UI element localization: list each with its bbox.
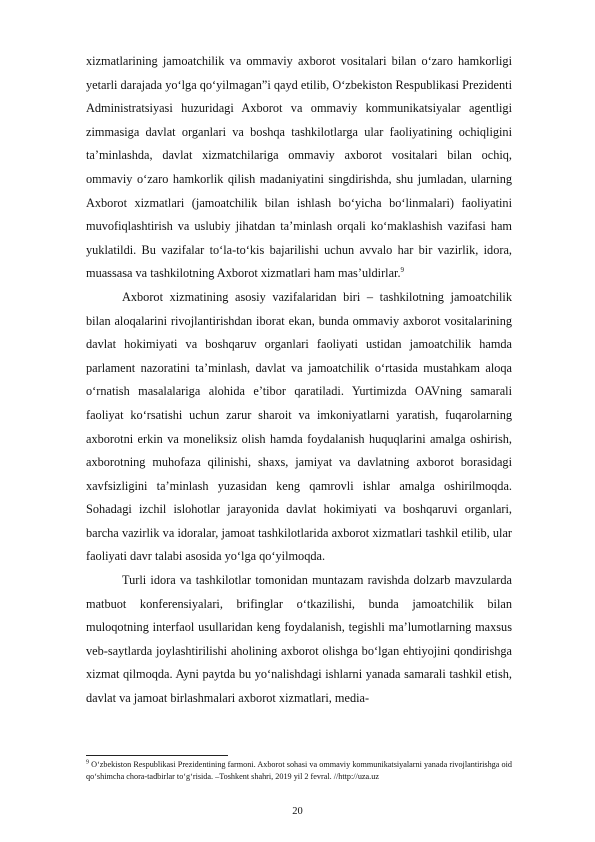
footnote [86,759,512,783]
page-body [86,50,512,711]
paragraph-3: Turli idora va tashkilotlar tomonidan muntazam ravishda dolzarb mavzularda matbuot konferensiyalari, brifinglar o‘tkazilishi, bunda jamoatchilik bilan muloqotning interfaol usullaridan keng foydalanish, tegishli ma’lumotlarning maxsus veb-saytlarda joylashtirilishi aholining axborot olishga bo‘lgan ehtiyojini qondirishga xizmat qilmoqda. Ayni paytda bu yo‘nalishdagi ishlarni yanada samarali tashkil etish, davlat va jamoat birlashmalari axborot xizmatlari, media- [86,573,512,706]
page-number: 20 [292,806,303,817]
paragraph-1-text: xizmatlarining jamoatchilik va ommaviy axborot vositalari bilan o‘zaro hamkorligi yetarli darajada yo‘lga qo‘yilmagan”i qayd etilib, O‘zbekiston Respublikasi Prezidenti Administratsiyasi huzuridagi Axborot va ommaviy kommunikatsiyalar agentligi zimmasiga davlat organlari va boshqa tashkilotlarga ular faoliyatining ochiqligini ta’minlashda, davlat xizmatchilariga ommaviy axborot vositalari bilan ochiq, ommaviy o‘zaro hamkorlik qilish madaniyatini singdirishda, shu jumladan, ularning Axborot xizmatlari (jamoatchilik bilan ishlash bo‘yicha bo‘linmalari) faoliyatini muvofiqlashtirish va uslubiy jihatdan ta’minlash orqali ko‘maklashish vazifasi ham yuklatildi. Bu vazifalar to‘la-to‘kis bajarilishi uchun avvalo har bir vazirlik, idora, muassasa va tashkilotning Axborot xizmatlari ham mas’uldirlar. [86,54,512,281]
footnote-reference[interactable]: 9 [400,266,405,275]
paragraph-2: Axborot xizmatining asosiy vazifalaridan biri – tashkilotning jamoatchilik bilan aloqalarini rivojlantirishdan iborat ekan, bunda ommaviy axborot vositalarining davlat hokimiyati va boshqaruv organlari faoliyati ustidan jamoatchilik hamda parlament nazoratini ta’minlash, davlat va jamoatchilik o‘rtasida mustahkam aloqa o‘rnatish masalalariga alohida e’tibor qaratiladi. Yurtimizda OAVning samarali faoliyat ko‘rsatishi uchun zarur sharoit va imkoniyatlarni yaratish, fuqarolarning axborotni erkin va moneliksiz olish hamda foydalanish huquqlarini amalga oshirish, axborotning muhofaza qilinishi, shaxs, jamiyat va davlatning axborot borasidagi xavfsizligini ta’minlash yuzasidan keng qamrovli ishlar amalga oshirilmoqda. Sohadagi izchil islohotlar jarayonida davlat hokimiyati va boshqaruvi organlari, barcha vazirlik va idoralar, jamoat tashkilotlarida axborot xizmatlari tashkil etilib, ular faoliyati davr talabi asosida yo‘lga qo‘yilmoqda. [86,289,512,564]
footnote-divider [86,755,228,756]
footnote-number: 9 [86,759,89,766]
footnote-text: O‘zbekiston Respublikasi Prezidentining farmoni. Axborot sohasi va ommaviy kommunikatsiyalarni yanada rivojlantirishga oid qo‘shimcha chora-tadbirlar to‘g‘risida. –Toshkent shahri, 2019 yil 2 fevral. //http://uza.uz [86,760,513,782]
paragraph-1 [86,50,512,286]
